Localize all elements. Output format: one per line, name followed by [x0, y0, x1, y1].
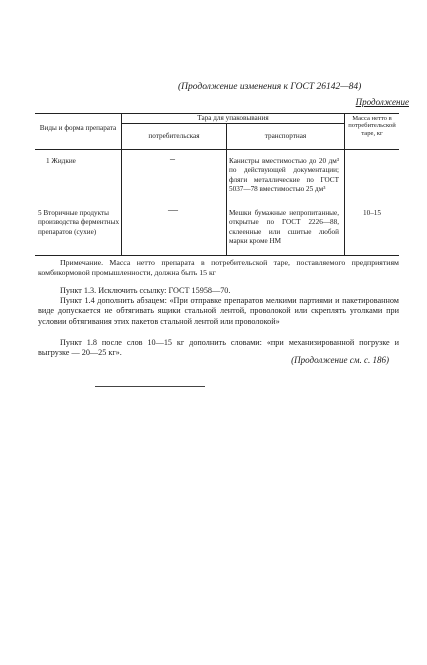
col-header-mass: Масса нетто в потребительской таре, кг: [348, 115, 396, 137]
paragraph-2: Пункт 1.4 дополнить абзацем: «При отправке препаратов мелкими партиями и пакетированном виде допускается не обтягивать ящики стальной лентой, проволокой или скреплять уголками при условии обтягивания этих пакетов стальной лентой или проволокой»: [38, 296, 399, 326]
col-divider-2: [226, 123, 227, 255]
paragraph-1: Пункт 1.3. Исключить ссылку: ГОСТ 15958—70.: [60, 286, 231, 295]
row2-transport: Мешки бумажные непропитанные, открытые по ГОСТ 2226—88, склеенные или сшитые любой марки кроме НМ: [229, 209, 339, 246]
paragraph-3: Пункт 1.8 после слов 10—15 кг дополнить словами: «при механизированной погрузке и выгрузке — 20—25 кг».: [38, 338, 399, 358]
row1-consumer: –: [170, 154, 175, 165]
col-header-transport: транспортная: [264, 132, 307, 140]
table-note: Примечание. Масса нетто препарата в потребительской таре, поставляемого предприятиям комбикормовой промышленности, должна быть 15 кг: [38, 258, 399, 277]
row2-mass: 10–15: [363, 209, 381, 217]
col-header-type: Виды и форма препарата: [39, 124, 117, 132]
continuation-label: Продолжение: [355, 97, 409, 107]
row2-type: 5 Вторичные продукты производства ферментных препаратов (сухие): [38, 209, 120, 236]
col-group-tara: Тара для упаковывания: [197, 114, 269, 122]
table-bottom-rule: [35, 255, 399, 256]
row1-transport: Канистры вместимостью до 20 дм³ по действующей документации; фляги металлические по ГОСТ 5037—78 вместимостью 25 дм³: [229, 157, 339, 194]
separator-line: [95, 386, 205, 387]
col-divider-1: [121, 113, 122, 255]
row1-type: 1 Жидкие: [46, 157, 76, 165]
col-header-consumer: потребительская: [148, 132, 200, 140]
col-divider-3: [344, 113, 345, 255]
footer-continuation: (Продолжение см. с. 186): [291, 355, 389, 365]
row2-consumer: —: [168, 205, 178, 216]
continuation-title: (Продолжение изменения к ГОСТ 26142—84): [178, 82, 362, 92]
